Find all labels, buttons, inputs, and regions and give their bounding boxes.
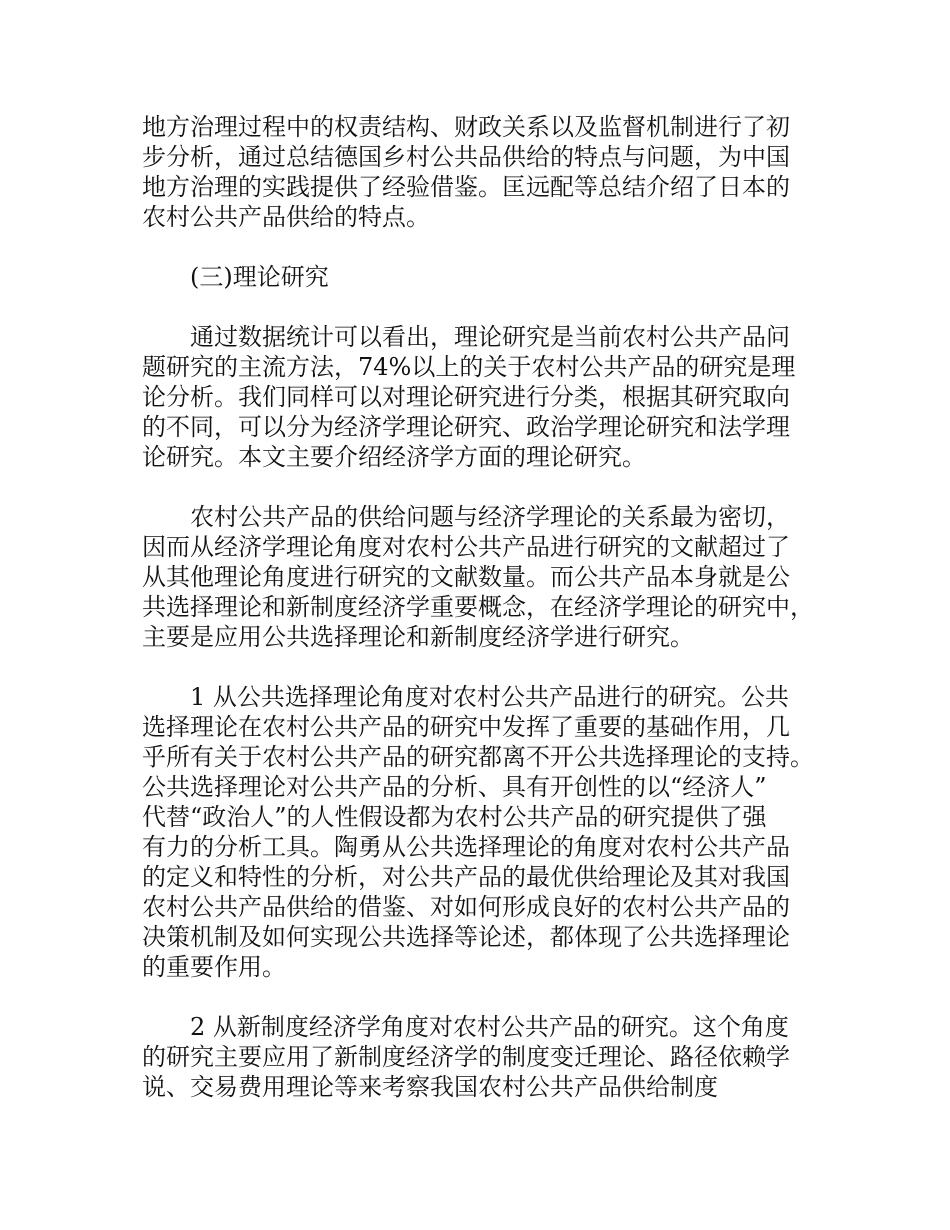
text-line: 选择理论在农村公共产品的研究中发挥了重要的基础作用，几	[142, 713, 790, 741]
text-line: 农村公共产品的供给问题与经济学理论的关系最为密切，	[190, 503, 790, 531]
paragraph-new-institutional	[142, 1012, 832, 1102]
text-line: 的定义和特性的分析，对公共产品的最优供给理论及其对我国	[142, 863, 790, 891]
text-line: 从其他理论角度进行研究的文献数量。而公共产品本身就是公	[142, 563, 790, 591]
paragraph-public-choice	[142, 682, 832, 982]
text-line: 主要是应用公共选择理论和新制度经济学进行研究。	[142, 623, 694, 651]
text-line: 乎所有关于农村公共产品的研究都离不开公共选择理论的支持。	[142, 743, 814, 771]
text-line: 1 从公共选择理论角度对农村公共产品进行的研究。公共	[190, 683, 789, 711]
text-line: 说、交易费用理论等来考察我国农村公共产品供给制度	[142, 1073, 718, 1101]
text-line: 的研究主要应用了新制度经济学的制度变迁理论、路径依赖学	[142, 1043, 790, 1071]
text-line: 论分析。我们同样可以对理论研究进行分类，根据其研究取向	[142, 383, 790, 411]
heading-text: (三)理论研究	[190, 263, 329, 291]
text-line: 通过数据统计可以看出，理论研究是当前农村公共产品问	[190, 323, 790, 351]
section-heading	[142, 262, 832, 292]
text-line: 决策机制及如何实现公共选择等论述，都体现了公共选择理论	[142, 923, 790, 951]
text-line: 共选择理论和新制度经济学重要概念，在经济学理论的研究中，	[142, 593, 814, 621]
paragraph-gap	[142, 652, 832, 682]
text-line: 地方治理的实践提供了经验借鉴。匡远配等总结介绍了日本的	[142, 173, 790, 201]
text-line: 题研究的主流方法，74%以上的关于农村公共产品的研究是理	[142, 353, 796, 381]
paragraph-gap	[142, 982, 832, 1012]
text-line: 公共选择理论对公共产品的分析、具有开创性的以“经济人”	[142, 773, 767, 801]
text-line: 步分析，通过总结德国乡村公共品供给的特点与问题，为中国	[142, 143, 790, 171]
text-line: 农村公共产品供给的特点。	[142, 203, 430, 231]
paragraph-continuation	[142, 112, 832, 232]
text-line: 的重要作用。	[142, 953, 286, 981]
text-line: 论研究。本文主要介绍经济学方面的理论研究。	[142, 443, 646, 471]
paragraph-gap	[142, 472, 832, 502]
paragraph-gap	[142, 232, 832, 262]
paragraph-economics	[142, 502, 832, 652]
text-line: 地方治理过程中的权责结构、财政关系以及监督机制进行了初	[142, 113, 790, 141]
text-line: 有力的分析工具。陶勇从公共选择理论的角度对农村公共产品	[142, 833, 790, 861]
paragraph-gap	[142, 292, 832, 322]
text-line: 2 从新制度经济学角度对农村公共产品的研究。这个角度	[190, 1013, 789, 1041]
text-line: 的不同，可以分为经济学理论研究、政治学理论研究和法学理	[142, 413, 790, 441]
text-line: 因而从经济学理论角度对农村公共产品进行研究的文献超过了	[142, 533, 790, 561]
text-line: 代替“政治人”的人性假设都为农村公共产品的研究提供了强	[142, 803, 767, 831]
paragraph-theory-overview	[142, 322, 832, 472]
text-line: 农村公共产品供给的借鉴、对如何形成良好的农村公共产品的	[142, 893, 790, 921]
document-page	[142, 112, 832, 1102]
